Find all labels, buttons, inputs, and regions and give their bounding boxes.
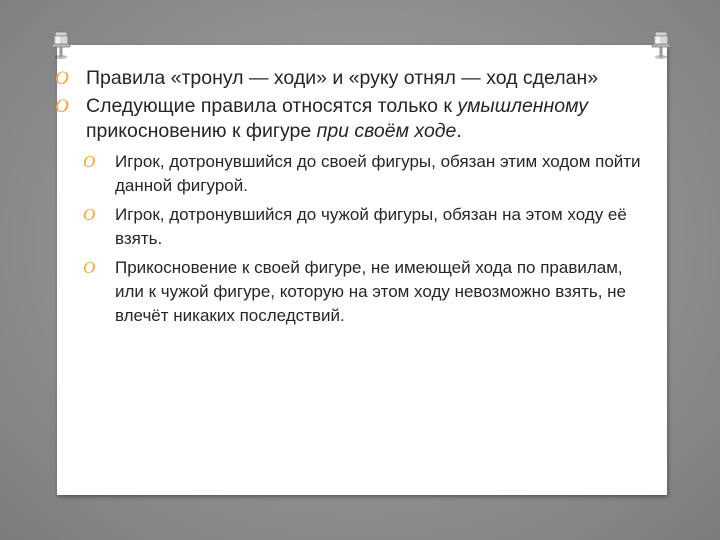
bullet-item	[55, 66, 645, 91]
text-run: Правила «тронул — ходи» и «руку отнял — ход сделан»	[86, 67, 599, 89]
pushpin-icon	[650, 30, 672, 60]
bullet-text	[115, 203, 645, 251]
bullet-marker-icon: O	[83, 258, 96, 277]
bullet-text	[115, 256, 645, 328]
text-run: прикосновению к фигуре	[86, 120, 317, 142]
text-run: Игрок, дотронувшийся до чужой фигуры, обязан на этом ходу её взять.	[115, 205, 627, 248]
bullet-item	[55, 94, 645, 144]
text-run: .	[456, 120, 462, 142]
sub-bullet-item	[75, 150, 645, 198]
text-run: Следующие правила относятся только к	[86, 95, 458, 117]
sub-bullet-item	[75, 256, 645, 328]
bullet-marker-icon: O	[55, 96, 69, 117]
text-run: Игрок, дотронувшийся до своей фигуры, обязан этим ходом пойти данной фигурой.	[115, 152, 641, 195]
emphasis-text: умышленному	[457, 95, 589, 117]
pushpin-icon	[50, 30, 72, 60]
emphasis-text: при своём ходе	[316, 120, 457, 142]
bullet-marker-icon: O	[83, 205, 96, 224]
bullet-marker-icon: O	[55, 68, 69, 89]
sub-bullet-item	[75, 203, 645, 251]
bullet-text	[86, 66, 645, 91]
bullet-text	[86, 94, 645, 144]
text-run: Прикосновение к своей фигуре, не имеющей хода по правилам, или к чужой фигуре, которую на этом ходу невозможно взять, не влечёт никаких последствий.	[115, 258, 626, 325]
bullet-marker-icon: O	[83, 152, 96, 171]
bullet-text	[115, 150, 645, 198]
bullet-list	[55, 66, 645, 333]
